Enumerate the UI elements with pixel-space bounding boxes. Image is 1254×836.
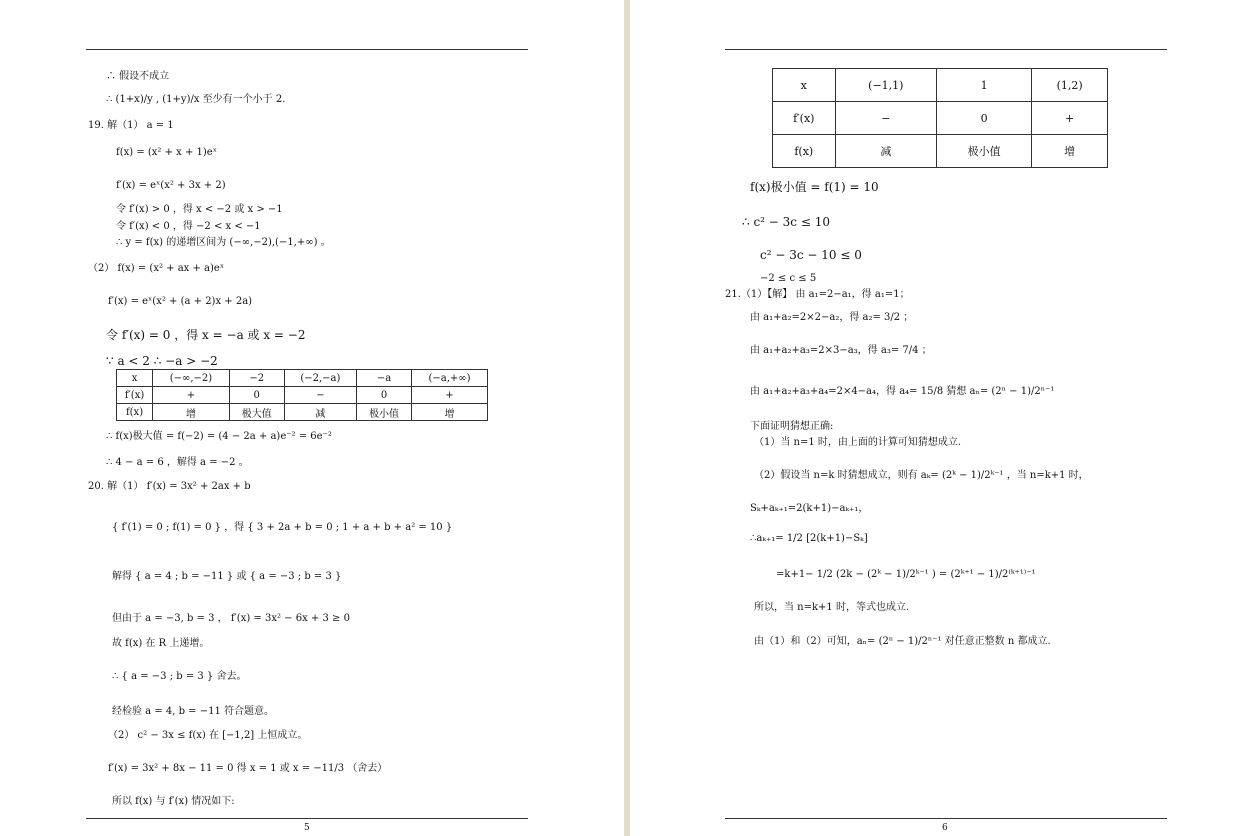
table-row xyxy=(117,404,488,421)
text-line: f′(x) = 3x² + 8x − 11 = 0 得 x = 1 或 x = −11/3 （舍去） xyxy=(108,763,388,774)
text-line: 由（1）和（2）可知，aₙ= (2ⁿ − 1)/2ⁿ⁻¹ 对任意正整数 n 都成立. xyxy=(754,636,1051,647)
text-line: ∴ f(x)极大值 = f(−2) = (4 − 2a + a)e⁻² = 6e⁻² xyxy=(106,431,332,442)
table-cell: + xyxy=(153,387,230,404)
table-cell: 0 xyxy=(229,387,284,404)
table-row xyxy=(773,102,1108,135)
text-line: 所以 f(x) 与 f′(x) 情况如下: xyxy=(112,796,235,807)
text-line: 21.（1）【解】 由 a₁=2−a₁，得 a₁=1； xyxy=(725,289,910,300)
table-cell: + xyxy=(1032,102,1108,135)
text-line: 经检验 a = 4, b = −11 符合题意。 xyxy=(112,706,275,717)
table-cell: 增 xyxy=(411,404,487,421)
table-cell: 增 xyxy=(1032,135,1108,168)
text-line: （2） f(x) = (x² + ax + a)eˣ xyxy=(88,263,225,274)
text-line: （1）当 n=1 时，由上面的计算可知猜想成立. xyxy=(754,437,962,448)
table-row xyxy=(773,69,1108,102)
table-row xyxy=(117,370,488,387)
text-line: 20. 解（1） f′(x) = 3x² + 2ax + b xyxy=(88,481,251,492)
text-line: （2）假设当 n=k 时猜想成立，则有 aₖ= (2ᵏ − 1)/2ᵏ⁻¹ ，当 n=k+1 时， xyxy=(754,470,1089,481)
text-line: 故 f(x) 在 R 上递增。 xyxy=(112,638,210,649)
text-line: Sₖ+aₖ₊₁=2(k+1)−aₖ₊₁， xyxy=(750,503,869,514)
monotonicity-table xyxy=(772,68,1108,168)
table-cell: 减 xyxy=(835,135,937,168)
page-right xyxy=(630,0,1254,836)
text-line: ∴ { a = −3 ; b = 3 } 舍去。 xyxy=(112,671,247,682)
page-number: 5 xyxy=(304,823,310,833)
text-line: 令 f′(x) < 0 ，得 −2 < x < −1 xyxy=(116,221,261,232)
table-cell: f(x) xyxy=(117,404,153,421)
table-cell: − xyxy=(835,102,937,135)
table-cell: + xyxy=(411,387,487,404)
text-line: f′(x) = eˣ(x² + 3x + 2) xyxy=(116,180,226,191)
footer-rule xyxy=(725,818,1167,819)
text-line: 由 a₁+a₂+a₃+a₄=2×4−a₄，得 a₄= 15/8 猜想 aₙ= (2ⁿ − 1)/2ⁿ⁻¹ xyxy=(750,386,1055,397)
text-line: 下面证明猜想正确: xyxy=(750,421,834,432)
text-line: ∴ 假设不成立 xyxy=(106,71,170,82)
text-line: ∴ (1+x)/y , (1+y)/x 至少有一个小于 2. xyxy=(106,94,286,105)
table-cell: −2 xyxy=(229,370,284,387)
table-cell: f′(x) xyxy=(117,387,153,404)
text-line: （2） c² − 3x ≤ f(x) 在 [−1,2] 上恒成立。 xyxy=(108,730,308,741)
text-line: ∵ a < 2 ∴ −a > −2 xyxy=(106,354,218,368)
table-cell: (−∞,−2) xyxy=(153,370,230,387)
text-line: =k+1− 1/2 (2k − (2ᵏ − 1)/2ᵏ⁻¹ ) = (2ᵏ⁺¹ − 1)/2⁽ᵏ⁺¹⁾⁻¹ xyxy=(776,569,1036,580)
text-line: 由 a₁+a₂=2×2−a₂，得 a₂= 3/2 ； xyxy=(750,312,914,323)
table-row xyxy=(773,135,1108,168)
text-line: f′(x) = eˣ(x² + (a + 2)x + 2a) xyxy=(108,296,253,307)
text-line: 解得 { a = 4 ; b = −11 } 或 { a = −3 ; b = 3 } xyxy=(112,571,342,582)
table-cell: (−2,−a) xyxy=(284,370,357,387)
text-line: 令 f′(x) = 0 ，得 x = −a 或 x = −2 xyxy=(106,328,306,342)
table-cell: 0 xyxy=(937,102,1032,135)
header-rule xyxy=(725,49,1167,50)
text-line: 但由于 a = −3, b = 3 ， f′(x) = 3x² − 6x + 3 ≥ 0 xyxy=(112,613,350,624)
page-number: 6 xyxy=(942,823,948,833)
table-cell: 极小值 xyxy=(937,135,1032,168)
text-line: ∴aₖ₊₁= 1/2 [2(k+1)−Sₖ] xyxy=(750,533,868,544)
table-cell: x xyxy=(773,69,836,102)
text-line: 所以，当 n=k+1 时，等式也成立. xyxy=(754,602,910,613)
header-rule xyxy=(86,49,528,50)
text-line: c² − 3c − 10 ≤ 0 xyxy=(760,248,862,262)
text-line: −2 ≤ c ≤ 5 xyxy=(760,273,817,284)
page-left xyxy=(0,0,624,836)
table-cell: (1,2) xyxy=(1032,69,1108,102)
table-cell: x xyxy=(117,370,153,387)
text-line: 令 f′(x) > 0 ，得 x < −2 或 x > −1 xyxy=(116,204,283,215)
text-line: f(x)极小值 = f(1) = 10 xyxy=(750,180,879,194)
derivative-table xyxy=(116,369,488,421)
text-line: { f′(1) = 0 ; f(1) = 0 } ，得 { 3 + 2a + b = 0 ; 1 + a + b + a² = 10 } xyxy=(112,522,453,533)
table-cell: 0 xyxy=(357,387,412,404)
table-cell: 减 xyxy=(284,404,357,421)
footer-rule xyxy=(86,818,528,819)
text-line: ∴ c² − 3c ≤ 10 xyxy=(742,215,830,229)
text-line: 19. 解（1） a = 1 xyxy=(88,120,174,131)
table-row xyxy=(117,387,488,404)
text-line: ∴ 4 − a = 6 ，解得 a = −2 。 xyxy=(106,457,249,468)
text-line: ∴ y = f(x) 的递增区间为 (−∞,−2),(−1,+∞) 。 xyxy=(116,237,331,248)
table-cell: 1 xyxy=(937,69,1032,102)
text-line: 由 a₁+a₂+a₃=2×3−a₃，得 a₃= 7/4 ； xyxy=(750,345,932,356)
table-cell: −a xyxy=(357,370,412,387)
table-cell: f′(x) xyxy=(773,102,836,135)
table-cell: f(x) xyxy=(773,135,836,168)
table-cell: (−1,1) xyxy=(835,69,937,102)
table-cell: 增 xyxy=(153,404,230,421)
table-cell: 极小值 xyxy=(357,404,412,421)
text-line: f(x) = (x² + x + 1)eˣ xyxy=(116,147,217,158)
table-cell: 极大值 xyxy=(229,404,284,421)
table-cell: (−a,+∞) xyxy=(411,370,487,387)
table-cell: − xyxy=(284,387,357,404)
